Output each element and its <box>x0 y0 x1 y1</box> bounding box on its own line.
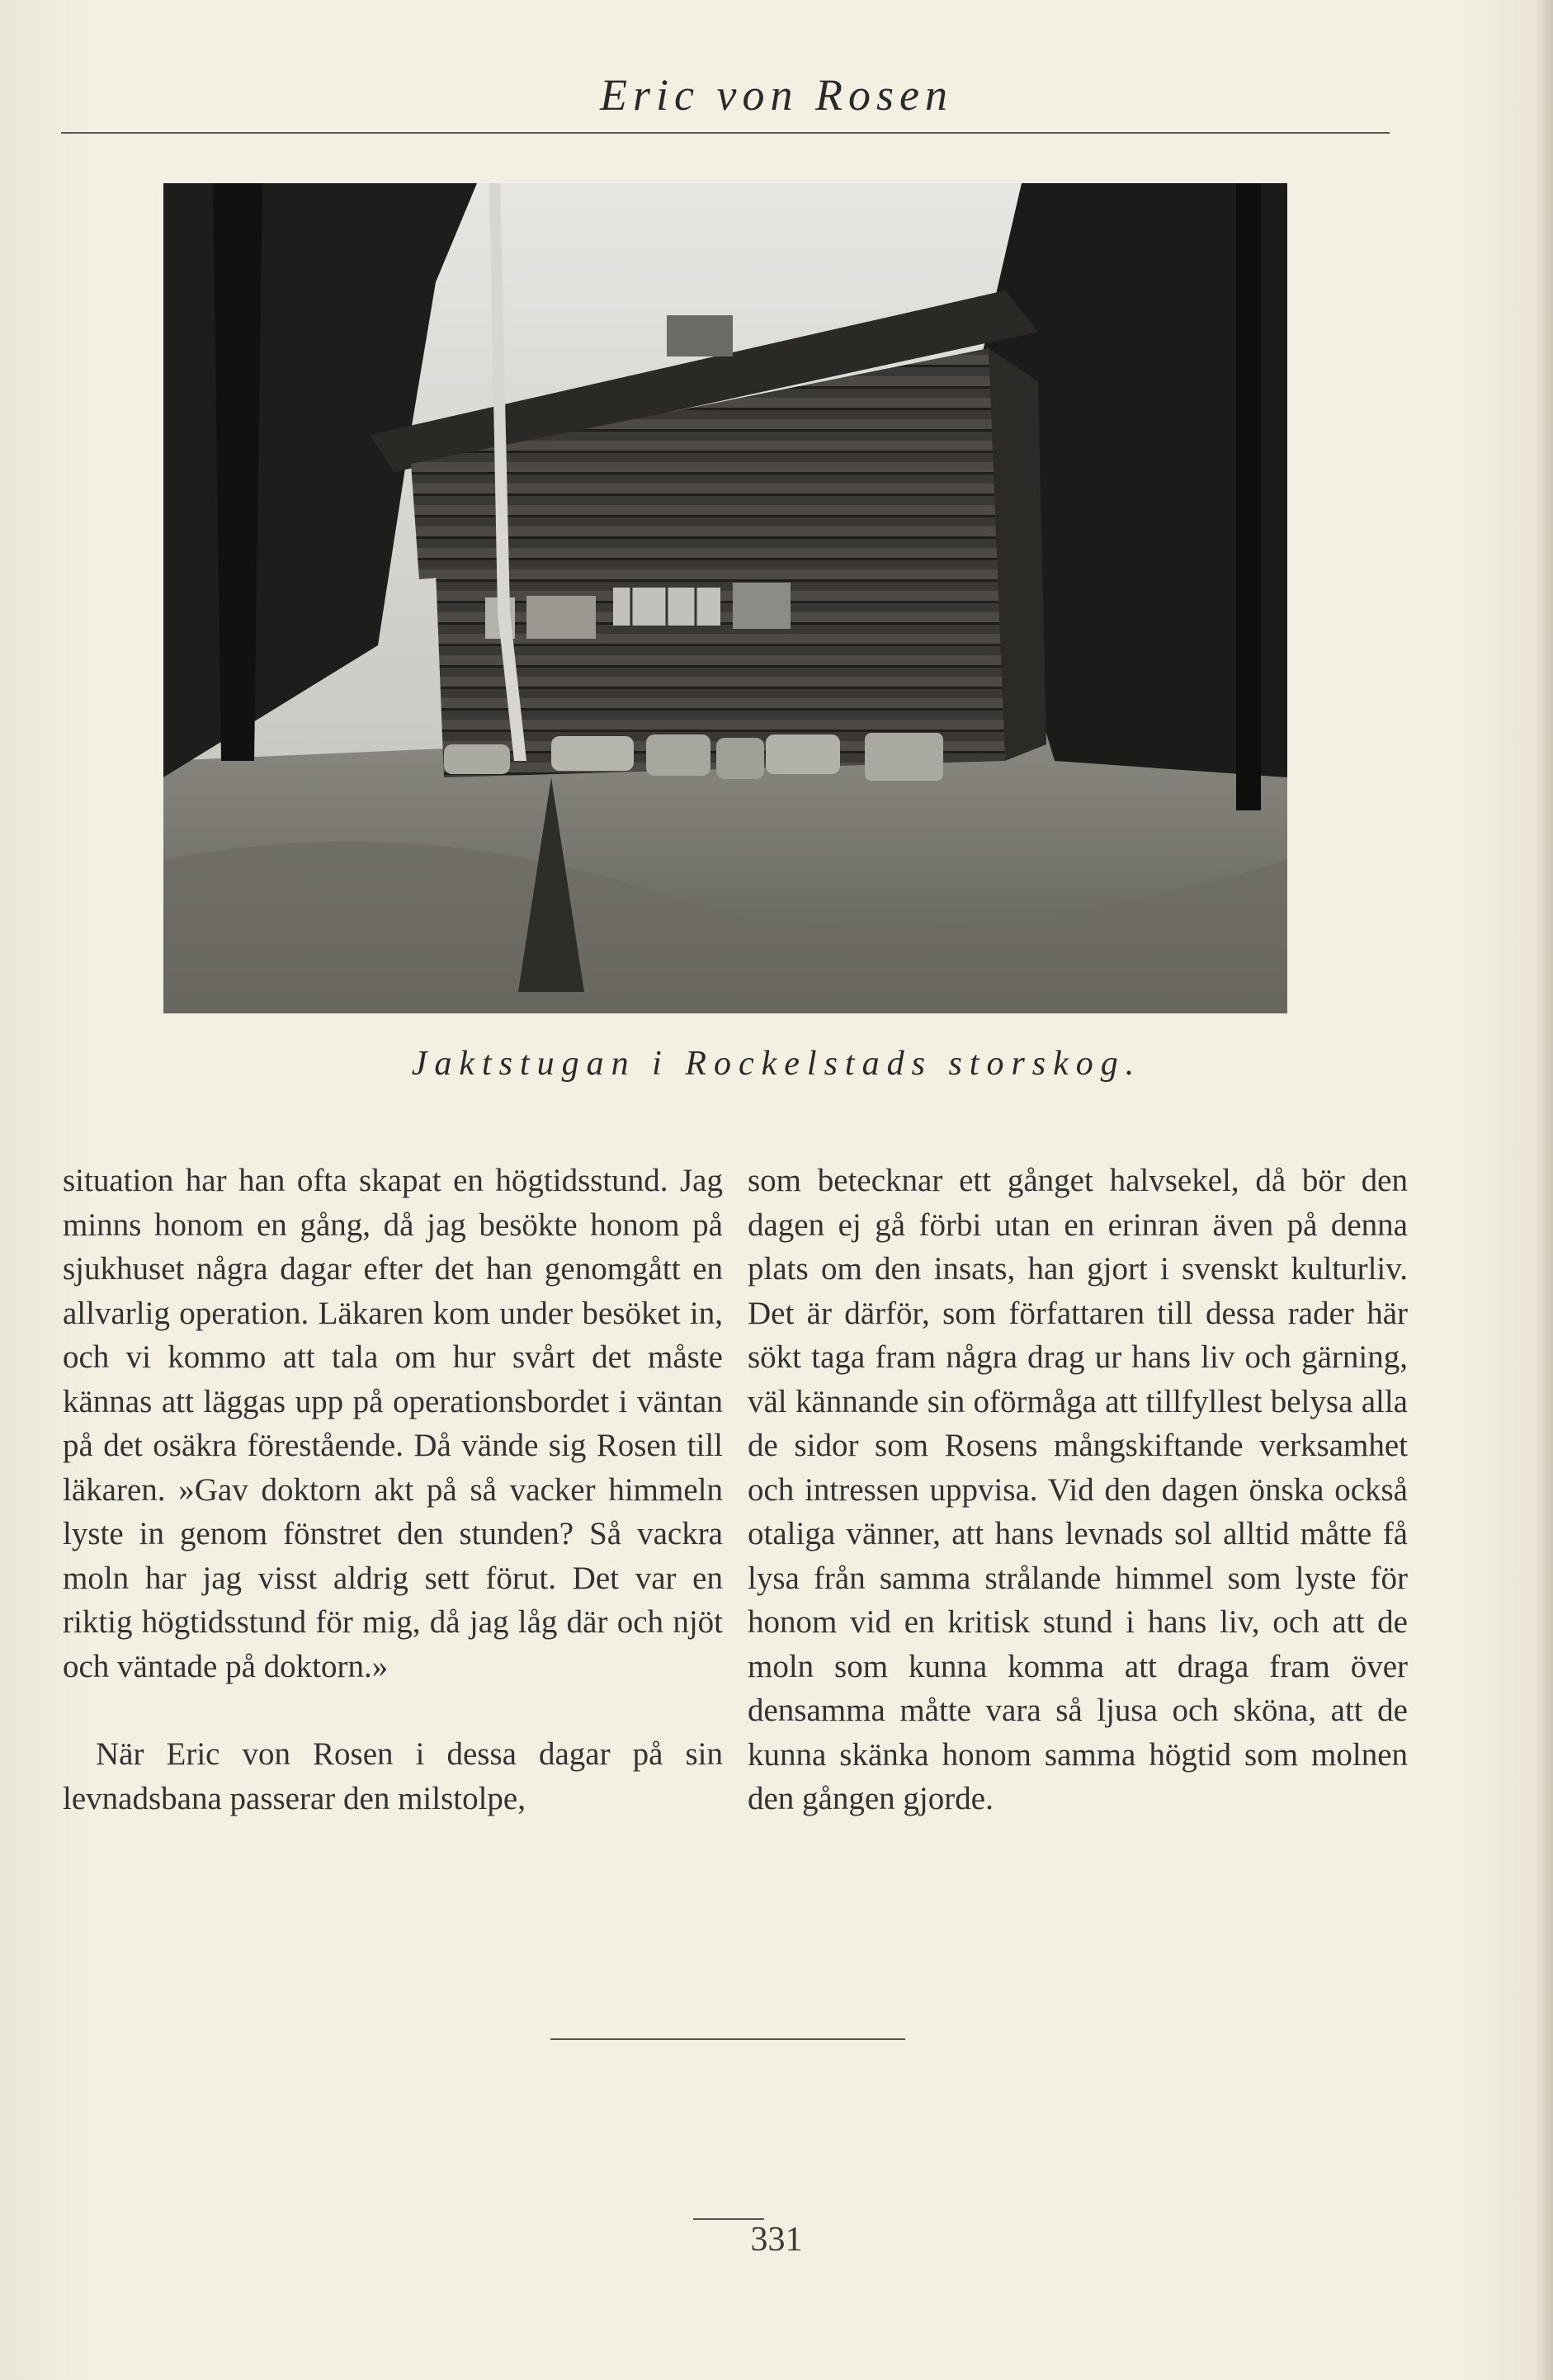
right-column <box>748 1159 1408 1821</box>
left-column <box>63 1159 723 1820</box>
photo-icon <box>163 183 1287 1013</box>
page-edge-shadow <box>1536 0 1553 2380</box>
cabin-photo <box>163 183 1287 1013</box>
running-title: Eric von Rosen <box>600 70 953 120</box>
paragraph: När Eric von Rosen i dessa dagar på sin levnadsbana passerar den milstolpe, <box>63 1736 723 1816</box>
paragraph: situation har han ofta skapat en högtidsstund. Jag minns honom en gång, då jag besökte honom på sjukhuset några dagar efter det han genomgått en allvarlig operation. Läkaren kom under besöket in, och vi kommo att tala om hur svårt det måste kännas att läggas upp på operationsbordet i väntan på det osäkra förestående. Då vände sig Rosen till läkaren. »Gav doktorn akt på så vacker himmeln lyste in genom fönstret den stunden? Så vackra moln har jag visst aldrig sett förut. Det var en riktig högtidsstund för mig, då jag låg där och njöt och väntade på doktorn.» <box>63 1163 723 1684</box>
section-end-rule <box>550 2038 905 2040</box>
figure-caption: Jaktstugan i Rockelstads storskog. <box>411 1045 1142 1083</box>
page-number: 331 <box>750 2221 803 2259</box>
paragraph: som betecknar ett gånget halvsekel, då bör den dagen ej gå förbi utan en erinran även på denna plats om den insats, han gjort i svenskt kulturliv. Det är därför, som författaren till dessa rader här sökt taga fram några drag ur hans liv och gärning, väl kännande sin oförmåga att tillfyllest belysa alla de sidor som Rosens mångskiftande verksamhet och intressen uppvisa. Vid den dagen önska också otaliga vänner, att hans levnads sol alltid måtte få lysa från samma strålande himmel som lyste för honom vid en kritisk stund i hans liv, och att de moln som kunna komma att draga fram över densamma måtte vara så ljusa och sköna, att de kunna skänka honom samma högtid som molnen den gången gjorde. <box>748 1163 1408 1816</box>
header-rule <box>61 132 1390 134</box>
